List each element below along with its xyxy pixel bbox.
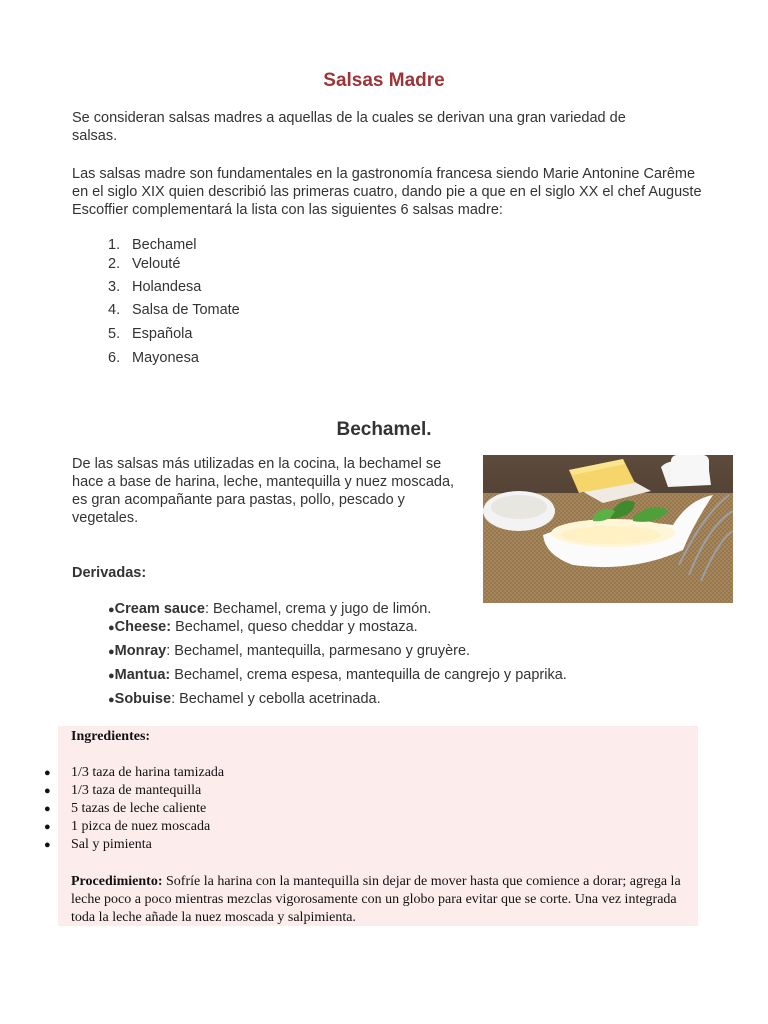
list-item: ●Sobuise: Bechamel y cebolla acetrinada.	[108, 691, 381, 707]
list-item: ●Monray: Bechamel, mantequilla, parmesano y gruyère.	[108, 643, 471, 659]
list-item: 4. Salsa de Tomate	[108, 302, 240, 318]
bullet-icon: ●	[108, 604, 115, 616]
list-item: ● 1/3 taza de harina tamizada	[44, 765, 225, 780]
list-item: ● 1 pizca de nuez moscada	[44, 819, 211, 834]
bullet-icon: ●	[108, 622, 115, 634]
procedure-text: Sofríe la harina con la mantequilla sin dejar de mover hasta que comience a dorar; agrega la leche poco a poco mientras mezclas vigorosamente con un globo para evitar que se corte. Una vez integrada toda la leche añade la nuez moscada y salpimienta.	[71, 874, 681, 925]
intro-paragraph-2: Las salsas madre son fundamentales en la gastronomía francesa siendo Marie Antonine Carême en el siglo XIX quien describió las primeras cuatro, dando pie a que en el siglo XX el chef Auguste Escoffier complementará la lista con las siguientes 6 salsas madre:	[72, 166, 702, 218]
procedure-paragraph	[71, 873, 699, 927]
bullet-icon: ●	[44, 839, 51, 851]
bechamel-sauce-photo	[483, 455, 733, 603]
bullet-icon: ●	[108, 670, 115, 682]
list-item: 1. Bechamel	[108, 237, 197, 253]
list-item: ●Cream sauce: Bechamel, crema y jugo de limón.	[108, 601, 432, 617]
bechamel-description: De las salsas más utilizadas en la cocina, la bechamel se hace a base de harina, leche, mantequilla y nuez moscada, es gran acompañante para pastas, pollo, pescado y vegetales.	[72, 456, 455, 526]
bullet-icon: ●	[108, 694, 115, 706]
derivatives-heading: Derivadas:	[72, 565, 147, 581]
list-item: 2. Velouté	[108, 256, 181, 272]
ingredients-heading: Ingredientes:	[71, 729, 151, 744]
bullet-icon: ●	[44, 803, 51, 815]
list-item: ●Mantua: Bechamel, crema espesa, mantequilla de cangrejo y paprika.	[108, 667, 567, 683]
list-item: 6. Mayonesa	[108, 350, 199, 366]
list-item: ● 1/3 taza de mantequilla	[44, 783, 202, 798]
bullet-icon: ●	[108, 646, 115, 658]
bullet-icon: ●	[44, 767, 51, 779]
list-item: 5. Española	[108, 326, 193, 342]
list-item: ● Sal y pimienta	[44, 837, 152, 852]
page-title: Salsas Madre	[323, 70, 445, 91]
bechamel-heading: Bechamel.	[336, 419, 432, 440]
bullet-icon: ●	[44, 821, 51, 833]
intro-paragraph-1: Se consideran salsas madres a aquellas de la cuales se derivan una gran variedad de salsas.	[72, 110, 626, 144]
procedure-label: Procedimiento:	[71, 874, 163, 889]
list-item: 3. Holandesa	[108, 279, 202, 295]
list-item: ●Cheese: Bechamel, queso cheddar y mostaza.	[108, 619, 418, 635]
bullet-icon: ●	[44, 785, 51, 797]
list-item: ● 5 tazas de leche caliente	[44, 801, 207, 816]
